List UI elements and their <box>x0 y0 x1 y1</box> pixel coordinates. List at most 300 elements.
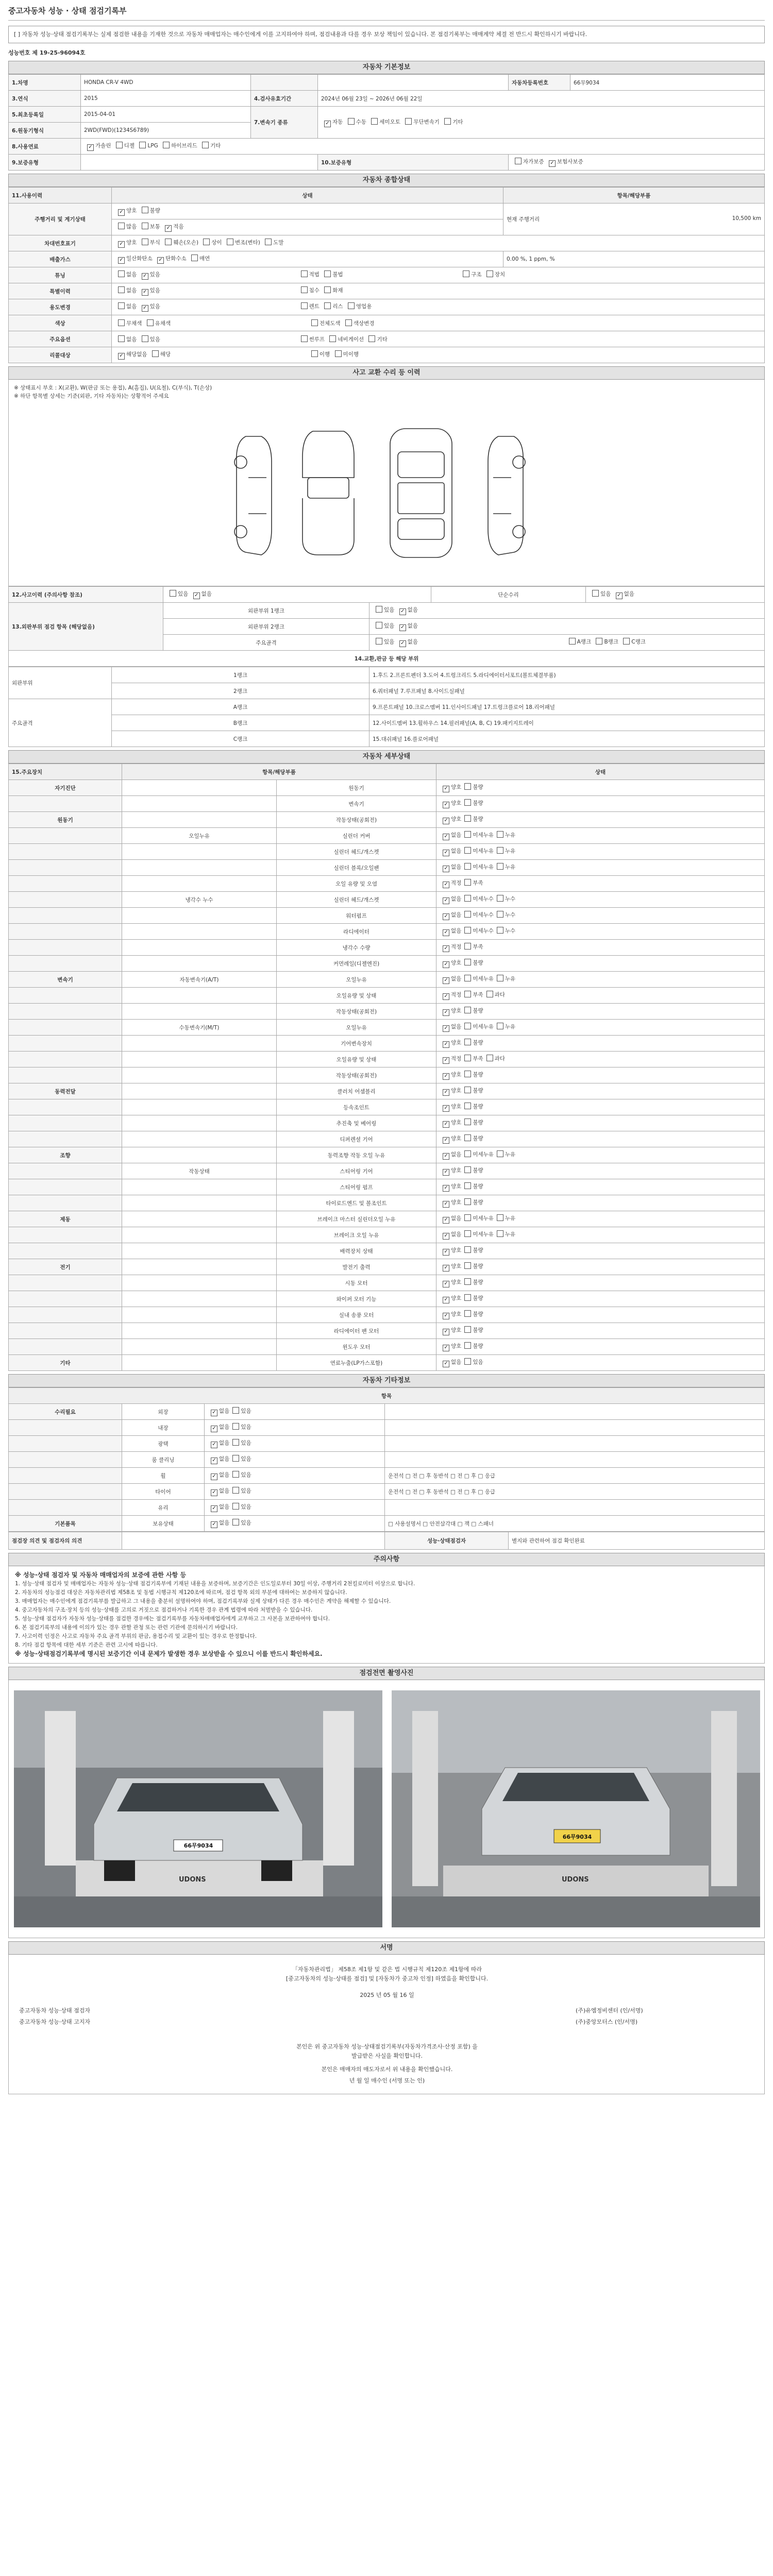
table-row: 차대번호표기 ✓ 양호 부식 훼손(오손) 상이 변조(변타) 도말 <box>9 235 765 251</box>
checkbox[interactable] <box>301 335 308 342</box>
checkbox[interactable] <box>211 1521 217 1528</box>
car-name-value: HONDA CR-V 4WD <box>81 75 251 91</box>
sign-area: 「자동차관리법」 제58조 제1항 및 같은 법 시행규칙 제120조 제1항에 따라 [중고자동차의 성능·상태를 점검] 및 [자동차가 중고차 인정] 하였음을 확인합니다. 2025 년 05 월 16 일 중고자동차 성능·상태 점검자 (주)유엠정비센터 (인/서명) 중고자동차 성능·상태 고지자 (주)중앙모터스 (인/서명) 본인은 위 중고자동차 성능·상태점검기록부(자동차가격조사·산정 포함) 을 발급받은 사실을 확인합니다. 본인은 매매자의 매도자로서 위 내용을 확인했습니다. 년 월 일 매수인 (서명 또는 인) <box>8 1955 765 2094</box>
detail-item: 냉각수 수량 <box>277 940 436 956</box>
table-row: 기본품목 보유상태 ✓ 없음 있음 □ 사용설명서 □ 안전삼각대 □ 잭 □ 스패너 <box>9 1516 765 1532</box>
checkbox[interactable] <box>497 863 503 870</box>
table-row: 튜닝 없음 ✓ 있음 적법 불법 구조 장치 <box>9 267 765 283</box>
checkbox[interactable] <box>443 786 449 792</box>
checkbox[interactable] <box>301 302 308 309</box>
table-row: C랭크 15.대쉬패널 16.플로어패널 <box>9 731 765 747</box>
basic-info-header: 자동차 기본정보 <box>8 61 765 74</box>
checkbox[interactable] <box>464 1103 471 1109</box>
checkbox[interactable] <box>443 1201 449 1208</box>
checkbox[interactable] <box>87 144 94 151</box>
checkbox[interactable] <box>118 257 125 264</box>
checkbox[interactable] <box>443 1345 449 1351</box>
checkbox[interactable] <box>464 911 471 918</box>
checkbox[interactable] <box>497 847 503 854</box>
checkbox[interactable] <box>324 270 331 277</box>
checkbox[interactable] <box>170 590 176 597</box>
checkbox[interactable] <box>118 209 125 216</box>
checkbox[interactable] <box>497 1023 503 1029</box>
checkbox[interactable] <box>157 257 164 264</box>
row-label: 튜닝 <box>9 267 112 283</box>
opinion-label: 점검장 의견 및 점검자의 의견 <box>9 1532 122 1550</box>
checkbox[interactable] <box>443 945 449 952</box>
checkbox[interactable] <box>464 959 471 965</box>
row-label: 8.사용연료 <box>9 139 81 155</box>
checkbox[interactable] <box>464 1055 471 1061</box>
detail-item: 연료누출(LP가스포함) <box>277 1355 436 1371</box>
checkbox[interactable] <box>165 225 172 232</box>
checkbox[interactable] <box>399 624 406 631</box>
checkbox[interactable] <box>301 286 308 293</box>
checkbox[interactable] <box>329 335 336 342</box>
checkbox[interactable] <box>464 1118 471 1125</box>
page <box>8 0 765 2403</box>
checkbox[interactable] <box>193 592 200 599</box>
checkbox[interactable] <box>443 1041 449 1048</box>
table-row <box>9 75 765 91</box>
checkbox[interactable] <box>443 929 449 936</box>
checkbox[interactable] <box>368 335 375 342</box>
table-row: 스티어링 펌프 ✓ 양호 불량 <box>9 1179 765 1195</box>
checkbox[interactable] <box>464 1262 471 1269</box>
checkbox[interactable] <box>142 223 148 229</box>
checkbox[interactable] <box>443 1329 449 1335</box>
detail-item: 라디에이터 <box>277 924 436 940</box>
checkbox[interactable] <box>301 270 308 277</box>
car-front-photo-icon <box>14 1690 382 1927</box>
checkbox[interactable] <box>211 1505 217 1512</box>
table-row: 배출가스 ✓ 일산화탄소 ✓ 탄화수소 매연 0.00 %, 1 ppm, % <box>9 251 765 267</box>
use-history-label: 11.사용이력 <box>9 188 112 204</box>
checkbox[interactable] <box>464 1198 471 1205</box>
detail-item: 발전기 출력 <box>277 1259 436 1275</box>
checkbox[interactable] <box>569 638 576 645</box>
checkbox[interactable] <box>443 961 449 968</box>
checkbox[interactable] <box>443 1313 449 1319</box>
checkbox[interactable] <box>444 118 451 125</box>
table-row: 추진축 및 베어링 ✓ 양호 불량 <box>9 1115 765 1131</box>
sign-date: 2025 년 05 월 16 일 <box>360 1992 414 1998</box>
checkbox[interactable] <box>139 142 146 148</box>
table-row: 냉각수 누수 실린더 헤드/개스켓 ✓ 없음 미세누수 누수 <box>9 892 765 908</box>
document-title: 중고자동차 성능 · 상태 점검기록부 <box>8 0 765 21</box>
table-row: 점검장 의견 및 점검자의 의견 성능·상태점검자 별지와 관련하여 점검 확인완료 <box>9 1532 765 1550</box>
checkbox[interactable] <box>464 1166 471 1173</box>
checkbox[interactable] <box>311 319 318 326</box>
checkbox[interactable] <box>443 1265 449 1272</box>
checkbox[interactable] <box>211 1426 217 1432</box>
buyer-sign[interactable]: 년 월 일 매수인 (서명 또는 인) <box>349 2077 425 2084</box>
checkbox[interactable] <box>464 1039 471 1045</box>
checkbox[interactable] <box>443 1025 449 1032</box>
checkbox[interactable] <box>464 1150 471 1157</box>
checkbox[interactable] <box>443 1297 449 1303</box>
detail-item: 스티어링 기어 <box>277 1163 436 1179</box>
note-line: 5. 성능·상태 점검자가 자동차 성능·상태를 점검한 경우에는 점검기록부를 자동차매매업자에게 교부하고 그 사본을 보관하여야 합니다. <box>15 1616 330 1622</box>
transmission-label: 7.변속기 종류 <box>251 107 318 139</box>
checkbox[interactable] <box>443 993 449 1000</box>
row-label: 주행거리 및 계기상태 <box>9 204 112 235</box>
checkbox[interactable] <box>464 1342 471 1349</box>
emission-value: 0.00 %, 1 ppm, % <box>503 251 765 267</box>
checkbox[interactable] <box>497 975 503 981</box>
table-row: 라디에이터 팬 모터 ✓ 양호 불량 <box>9 1323 765 1339</box>
dealer-sign[interactable]: (주)중앙모터스 (인/서명) <box>576 2019 638 2025</box>
checkbox[interactable] <box>464 783 471 790</box>
checkbox[interactable] <box>497 1150 503 1157</box>
first-reg-value: 2015-04-01 <box>81 107 251 123</box>
table-row: 오일 유량 및 오염 ✓ 적정 부족 <box>9 876 765 892</box>
checkbox[interactable] <box>232 1423 239 1430</box>
checkbox[interactable] <box>497 1214 503 1221</box>
mileage-cell: 현재 주행거리 10,500 km <box>503 204 765 235</box>
detail-item: 실내 송풍 모터 <box>277 1307 436 1323</box>
table-row: 15.주요장치 항목/해당부품 상태 <box>9 764 765 780</box>
checkbox[interactable] <box>443 1137 449 1144</box>
checkbox[interactable] <box>443 1361 449 1367</box>
checkbox[interactable] <box>203 239 210 245</box>
checkbox[interactable] <box>443 1281 449 1287</box>
row-label: 5.최초등록일 <box>9 107 81 123</box>
checkbox[interactable] <box>443 1089 449 1096</box>
checkbox[interactable] <box>443 1009 449 1016</box>
accident-header: 사고 교환 수리 등 이력 <box>8 366 765 380</box>
checkbox[interactable] <box>464 1294 471 1301</box>
checkbox[interactable] <box>152 350 159 357</box>
table-row: 수리필요 외장 ✓ 없음 있음 <box>9 1404 765 1420</box>
note-line: 8. 기타 점검 항목에 대한 세부 기준은 관련 고시에 따릅니다. <box>15 1642 158 1648</box>
checkbox[interactable] <box>324 286 331 293</box>
checkbox[interactable] <box>311 350 318 357</box>
table-row: 오일유량 및 상태 ✓ 적정 부족 과다 <box>9 988 765 1004</box>
checkbox[interactable] <box>376 606 382 613</box>
note-line: 7. 사고이력 인정은 사고로 자동차 주요 골격 부위의 판금, 용접수리 및 교환이 있는 경우로 한정합니다. <box>15 1633 257 1639</box>
table-row: 2랭크 6.쿼터패널 7.루프패널 8.사이드실패널 <box>9 683 765 699</box>
detail-item: 등속조인트 <box>277 1099 436 1115</box>
checkbox[interactable] <box>399 608 406 615</box>
row-label: 차대번호표기 <box>9 235 112 251</box>
checkbox[interactable] <box>463 270 469 277</box>
table-row: 작동상태(공회전) ✓ 양호 불량 <box>9 1004 765 1020</box>
checkbox[interactable] <box>464 1134 471 1141</box>
other-item: 보유상태 <box>122 1516 205 1532</box>
checkbox[interactable] <box>443 850 449 856</box>
checkbox[interactable] <box>443 1217 449 1224</box>
checkbox[interactable] <box>497 1230 503 1237</box>
table-row: 커먼레일(디젤엔진) ✓ 양호 불량 <box>9 956 765 972</box>
checkbox[interactable] <box>118 353 125 360</box>
checkbox[interactable] <box>211 1442 217 1448</box>
checkbox[interactable] <box>443 1105 449 1112</box>
checkbox[interactable] <box>232 1407 239 1414</box>
inspection-period-label: 4.검사유효기간 <box>251 91 318 107</box>
checkbox[interactable] <box>118 223 125 229</box>
checkbox[interactable] <box>443 1073 449 1080</box>
checkbox[interactable] <box>211 1489 217 1496</box>
checkbox[interactable] <box>443 834 449 840</box>
checkbox[interactable] <box>443 913 449 920</box>
engine-type-value: 2WD(FWD)(1234S6789) <box>81 123 251 139</box>
detail-item: 윈도우 모터 <box>277 1339 436 1355</box>
table-row: 주요골격 있음 ✓ 없음 A랭크 B랭크 C랭크 <box>9 635 765 651</box>
table-row <box>9 139 765 155</box>
car-rear-photo-icon <box>392 1690 760 1927</box>
checkbox[interactable] <box>376 622 382 629</box>
checkbox[interactable] <box>443 818 449 824</box>
checkbox[interactable] <box>443 1121 449 1128</box>
opinion-table <box>8 1532 765 1550</box>
checkbox[interactable] <box>142 289 148 296</box>
checkbox[interactable] <box>443 1153 449 1160</box>
checkbox[interactable] <box>464 1326 471 1333</box>
checkbox[interactable] <box>399 640 406 647</box>
table-row <box>9 651 765 667</box>
checkbox[interactable] <box>464 1278 471 1285</box>
sign-header: 서명 <box>8 1941 765 1955</box>
checkbox[interactable] <box>232 1471 239 1478</box>
checkbox[interactable] <box>202 142 209 148</box>
table-row: 리콜대상 ✓ 해당없음 해당 이행 미이행 <box>9 347 765 363</box>
checkbox[interactable] <box>191 255 198 261</box>
checkbox[interactable] <box>443 977 449 984</box>
other-info-header: 자동차 기타정보 <box>8 1374 765 1387</box>
checkbox[interactable] <box>464 1310 471 1317</box>
table-row: B랭크 12.사이드멤버 13.휠하우스 14.필러패널(A, B, C) 19.패키지트레이 <box>9 715 765 731</box>
table-row: 광택 ✓ 없음 있음 <box>9 1436 765 1452</box>
checkbox[interactable] <box>142 239 148 245</box>
checkbox[interactable] <box>596 638 602 645</box>
detail-item: 추진축 및 베어링 <box>277 1115 436 1131</box>
checkbox[interactable] <box>443 802 449 808</box>
table-row <box>9 188 765 204</box>
table-row: 외판부위 1랭크 1.후드 2.프론트펜더 3.도어 4.트렁크리드 5.라디에이터서포트(볼트체결부품) <box>9 667 765 683</box>
checkbox[interactable] <box>165 239 172 245</box>
checkbox[interactable] <box>464 1007 471 1013</box>
checkbox[interactable] <box>497 895 503 902</box>
checkbox[interactable] <box>142 273 148 280</box>
detail-item: 동력조향 작동 오일 누유 <box>277 1147 436 1163</box>
checkbox[interactable] <box>623 638 630 645</box>
checkbox[interactable] <box>324 302 331 309</box>
checkbox[interactable] <box>464 1023 471 1029</box>
parts-subheader: 14.교환,판금 등 해당 부위 <box>9 651 765 667</box>
checkbox[interactable] <box>443 1057 449 1064</box>
checkbox[interactable] <box>464 1246 471 1253</box>
year-value: 2015 <box>81 91 251 107</box>
checkbox[interactable] <box>118 335 125 342</box>
checkbox[interactable] <box>464 975 471 981</box>
checkbox[interactable] <box>464 943 471 950</box>
checkbox[interactable] <box>265 239 272 245</box>
table-row <box>9 155 765 171</box>
detail-item: 스티어링 펌프 <box>277 1179 436 1195</box>
checkbox[interactable] <box>443 1249 449 1256</box>
checkbox[interactable] <box>464 895 471 902</box>
table-row: 특별이력 없음 ✓ 있음 침수 화재 <box>9 283 765 299</box>
notice-box: [ ] 자동차 성능·상태 점검기록부는 실제 점검한 내용을 기재한 것으로 자동차 매매업자는 매수인에게 이를 고지하여야 하며, 점검내용과 다를 경우 보상 책임이 있습니다. 본 점검기록부는 매매계약 체결 전 반드시 확인하시기 바랍니다. <box>8 26 765 43</box>
checkbox[interactable] <box>464 1182 471 1189</box>
detail-item: 작동상태(공회전) <box>277 1067 436 1083</box>
checkbox[interactable] <box>118 286 125 293</box>
checkbox[interactable] <box>486 1055 493 1061</box>
detail-item: 오일누유 <box>277 1020 436 1036</box>
checkbox[interactable] <box>464 799 471 806</box>
checkbox[interactable] <box>464 863 471 870</box>
checkbox[interactable] <box>464 1087 471 1093</box>
checkbox[interactable] <box>147 319 154 326</box>
checkbox[interactable] <box>227 239 233 245</box>
table-row: 등속조인트 ✓ 양호 불량 <box>9 1099 765 1115</box>
checkbox[interactable] <box>497 911 503 918</box>
table-row: 작동상태 스티어링 기어 ✓ 양호 불량 <box>9 1163 765 1179</box>
detail-item: 오일유량 및 상태 <box>277 988 436 1004</box>
row-label: 주요옵션 <box>9 331 112 347</box>
rear-photo <box>392 1690 760 1927</box>
checkbox[interactable] <box>464 831 471 838</box>
photo-header: 점검전면 촬영사진 <box>8 1667 765 1680</box>
row-label: 특별이력 <box>9 283 112 299</box>
checkbox[interactable] <box>232 1487 239 1494</box>
checkbox[interactable] <box>211 1410 217 1416</box>
checkbox[interactable] <box>335 350 342 357</box>
table-row: 주요옵션 없음 있음 썬루프 네비게이션 기타 <box>9 331 765 347</box>
checkbox[interactable] <box>348 302 355 309</box>
other-item: 타이어 <box>122 1484 205 1500</box>
general-state-table <box>8 187 765 363</box>
checkbox[interactable] <box>592 590 599 597</box>
inspection-period-value: 2024년 06월 23일 ~ 2026년 06월 22일 <box>318 91 765 107</box>
checkbox[interactable] <box>118 319 125 326</box>
front-photo <box>14 1690 382 1927</box>
checkbox[interactable] <box>464 991 471 997</box>
detail-item: 실린더 커버 <box>277 828 436 844</box>
note-line: 1. 성능·상태 점검자 및 매매업자는 자동차 성능·상태 점검기록부에 기재된 내용을 보증하며, 보증기간은 인도일로부터 30일 이상, 주행거리 2천킬로미터 이상으로 합니다. <box>15 1581 415 1587</box>
checkbox[interactable] <box>443 897 449 904</box>
checkbox[interactable] <box>486 270 493 277</box>
checkbox[interactable] <box>142 305 148 312</box>
checkbox[interactable] <box>464 1358 471 1365</box>
checkbox[interactable] <box>443 1233 449 1240</box>
table-row: 변속기 자동변속기(A/T) 오일누유 ✓ 없음 미세누유 누유 <box>9 972 765 988</box>
table-row: 브레이크 오일 누유 ✓ 없음 미세누유 누유 <box>9 1227 765 1243</box>
checkbox[interactable] <box>232 1503 239 1510</box>
checkbox[interactable] <box>443 866 449 872</box>
checkbox[interactable] <box>376 638 382 645</box>
checkbox[interactable] <box>549 160 556 167</box>
table-row: 주요골격 A랭크 9.프론트패널 10.크로스멤버 11.인사이드패널 17.트렁크플로어 18.리어패널 <box>9 699 765 715</box>
checkbox[interactable] <box>232 1439 239 1446</box>
warranty-label: 10.보증유형 <box>318 155 509 171</box>
checkbox[interactable] <box>118 270 125 277</box>
detail-item: 작동상태(공회전) <box>277 1004 436 1020</box>
warranty-options: 자가보증 ✓ 보험사보증 <box>509 155 765 171</box>
checkbox[interactable] <box>324 121 331 127</box>
table-row: 라디에이터 ✓ 없음 미세누수 누수 <box>9 924 765 940</box>
note-line: 4. 중고자동차의 구조·장치 등의 성능·상태를 고의로 거짓으로 점검하거나 기록한 경우 관계 법령에 따라 처벌받을 수 있습니다. <box>15 1607 313 1613</box>
other-item: 내장 <box>122 1420 205 1436</box>
other-info-table <box>8 1387 765 1532</box>
checkbox[interactable] <box>142 207 148 213</box>
table-row: 많음 보통 ✓ 적음 <box>9 219 765 235</box>
detail-item: 실린더 블록/오일팬 <box>277 860 436 876</box>
notes-header: 주의사항 <box>8 1553 765 1566</box>
table-row: 수동변속기(M/T) 오일누유 ✓ 없음 미세누유 누유 <box>9 1020 765 1036</box>
note-line: 2. 자동차의 성능점검 대상은 자동차관리법 제58조 및 동법 시행규칙 제120조에 따르며, 점검 항목 외의 부분에 대하여는 보증하지 않습니다. <box>15 1589 347 1596</box>
notes-box: ※ 성능·상태 점검자 및 자동차 매매업자의 보증에 관한 사항 등 1. 성능·상태 점검자 및 매매업자는 자동차 성능·상태 점검기록부에 기재된 내용을 보증하며, 보증기간은 인도일로부터 30일 이상, 주행거리 2천킬로미터 이상으로 합니다. 2. 자동차의 성능점검 대상은 자동차관리법 제58조 및 동법 시행규칙 제120조에 따르며, 점검 항목 외의 부분에 대하여는 보증하지 않습니다. 3. 매매업자는 매수인에게 점검기록부를 발급하고 그 내용을 충분히 설명하여야 하며, 점검기록부와 실제 상태가 다른 경우 매수인은 계약을 해제할 수 있습니다. 4. 중고자동차의 구조·장치 등의 성능·상태를 고의로 거짓으로 점검하거나 기록한 경우 관계 법령에 따라 처벌받을 수 있습니다. 5. 성능·상태 점검자가 자동차 성능·상태를 점검한 경우에는 점검기록부를 자동차매매업자에게 교부하고 그 사본을 보관하여야 합니다. 6. 본 점검기록부의 내용에 이의가 있는 경우 관할 관청 또는 관련 기관에 문의하시기 바랍니다. 7. 사고이력 인정은 사고로 자동차 주요 골격 부위의 판금, 용접수리 및 교환이 있는 경우로 한정합니다. 8. 기타 점검 항목에 대한 세부 기준은 관련 고시에 따릅니다. ※ 성능·상태점검기록부에 명시된 보증기간 이내 문제가 발생한 경우 보상받을 수 있으니 이를 반드시 확인하세요. <box>8 1566 765 1664</box>
accident-label: 12.사고이력 (주의사항 참조) <box>9 587 163 603</box>
car-diagram-icon <box>225 421 555 565</box>
checkbox[interactable] <box>443 1169 449 1176</box>
checkbox[interactable] <box>232 1455 239 1462</box>
checkbox[interactable] <box>405 118 412 125</box>
checkbox[interactable] <box>464 1214 471 1221</box>
checkbox[interactable] <box>464 927 471 934</box>
checkbox[interactable] <box>497 927 503 934</box>
checkbox[interactable] <box>616 592 623 599</box>
table-row: 시동 모터 ✓ 양호 불량 <box>9 1275 765 1291</box>
detail-item: 오일 유량 및 오염 <box>277 876 436 892</box>
table-row: 외판부위 2랭크 있음 ✓ 없음 <box>9 619 765 635</box>
detail-item: 커먼레일(디젤엔진) <box>277 956 436 972</box>
photo-area <box>8 1680 765 1938</box>
checkbox[interactable] <box>486 991 493 997</box>
inspector-sign[interactable]: (주)유엠정비센터 (인/서명) <box>576 2007 643 2014</box>
checkbox[interactable] <box>464 1071 471 1077</box>
checkbox[interactable] <box>371 118 378 125</box>
checkbox[interactable] <box>118 241 125 248</box>
checkbox[interactable] <box>345 319 352 326</box>
checkbox[interactable] <box>464 1230 471 1237</box>
checkbox[interactable] <box>443 1185 449 1192</box>
table-row: 작동상태(공회전) ✓ 양호 불량 <box>9 1067 765 1083</box>
checkbox[interactable] <box>464 879 471 886</box>
simple-repair-label: 단순수리 <box>431 587 586 603</box>
table-row: 자기진단 원동기 ✓ 양호 불량 <box>9 780 765 796</box>
checkbox[interactable] <box>142 335 148 342</box>
checkbox[interactable] <box>515 158 522 164</box>
checkbox[interactable] <box>116 142 123 148</box>
row-label: 용도변경 <box>9 299 112 315</box>
detail-item: 작동상태(공회전) <box>277 812 436 828</box>
table-row: 오일누유 실린더 커버 ✓ 없음 미세누유 누유 <box>9 828 765 844</box>
checkbox[interactable] <box>443 882 449 888</box>
checkbox[interactable] <box>232 1519 239 1526</box>
checkbox[interactable] <box>211 1473 217 1480</box>
document-number-label: 성능번호 제 <box>8 49 38 56</box>
plate-text: 66무9034 <box>562 1834 592 1840</box>
checkbox[interactable] <box>497 831 503 838</box>
checkbox[interactable] <box>118 302 125 309</box>
table-row: 실린더 헤드/개스켓 ✓ 없음 미세누유 누유 <box>9 844 765 860</box>
checkbox[interactable] <box>163 142 170 148</box>
general-state-header: 자동차 종합상태 <box>8 174 765 187</box>
row-label: 9.보증유형 <box>9 155 81 171</box>
checkbox[interactable] <box>211 1458 217 1464</box>
table-row: 12.사고이력 (주의사항 참조) 있음 ✓ 없음 단순수리 있음 ✓ 없음 <box>9 587 765 603</box>
table-row: 용도변경 없음 ✓ 있음 렌트 리스 영업용 <box>9 299 765 315</box>
table-row: 원동기 작동상태(공회전) ✓ 양호 불량 <box>9 812 765 828</box>
checkbox[interactable] <box>464 847 471 854</box>
detail-item: 오일유량 및 상태 <box>277 1052 436 1067</box>
checkbox[interactable] <box>348 118 355 125</box>
table-row: 냉각수 수량 ✓ 적정 부족 <box>9 940 765 956</box>
table-row: 오일유량 및 상태 ✓ 적정 부족 과다 <box>9 1052 765 1067</box>
checkbox[interactable] <box>464 815 471 822</box>
